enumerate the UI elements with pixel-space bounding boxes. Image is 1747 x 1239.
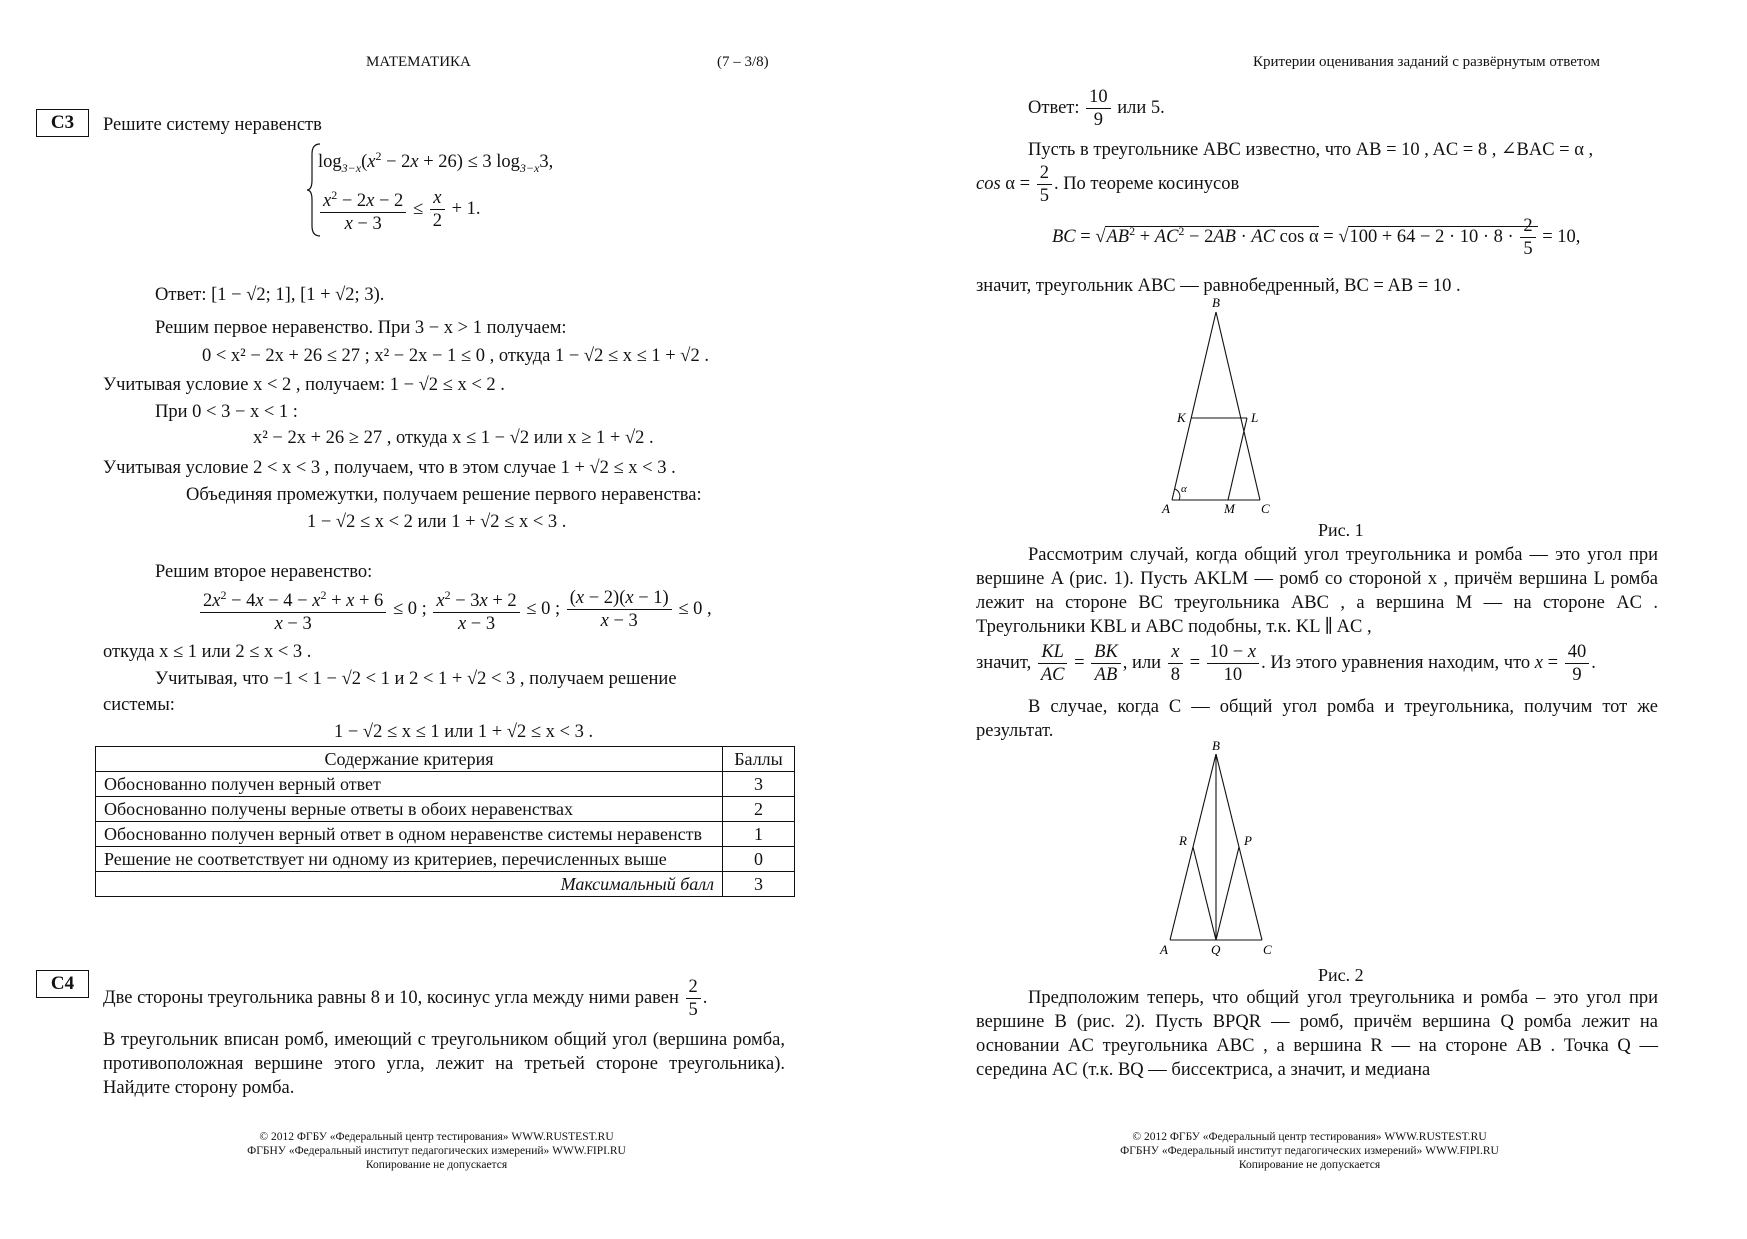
table-cell-points: 2 xyxy=(723,797,795,822)
table-row xyxy=(96,797,795,822)
solution-line-4: При 0 < 3 − x < 1 : xyxy=(155,402,298,422)
fig1-side-ab xyxy=(1172,312,1216,500)
footer-line-3: Копирование не допускается xyxy=(1238,1159,1381,1171)
answer-c3 xyxy=(155,283,384,307)
similarity-equation: значит, $\frac{KL}{AC}$ = $\frac{BK}{AB}$ , или $\frac{x}{8}$ = $\frac{10 - x}{10}$ . Из этого уравнения находим, что x = $\frac{40}{9}$ . xyxy=(976,642,1596,685)
answer-label: Ответ: xyxy=(1028,97,1080,118)
figure-2-triangle xyxy=(1155,740,1285,962)
task-label-c4: С4 xyxy=(36,970,89,998)
solution-line-9: Решим второе неравенство: xyxy=(155,562,373,582)
cosine-theorem-text: . По теореме косинусов xyxy=(1053,173,1240,194)
paragraph-1: Пусть в треугольнике ABC известно, что AB = 10 , AC = 8 , ∠BAC = α , xyxy=(1028,140,1594,160)
table-cell-criteria: Обоснованно получен верный ответ xyxy=(96,772,723,797)
solution-line-7: Объединяя промежутки, получаем решение первого неравенства: xyxy=(186,485,702,505)
page-header-subject: МАТЕМАТИКА xyxy=(366,54,471,70)
table-row xyxy=(96,822,795,847)
footer-line-3: Копирование не допускается xyxy=(365,1159,508,1171)
figure-2-caption: Рис. 2 xyxy=(1318,965,1364,985)
table-row xyxy=(96,772,795,797)
right-page xyxy=(873,0,1746,1239)
left-page xyxy=(0,0,873,1239)
solution-line-8: 1 − √2 ≤ x < 2 или 1 + √2 ≤ x < 3 . xyxy=(307,512,567,532)
table-cell-criteria: Обоснованно получен верный ответ в одном неравенстве системы неравенств xyxy=(96,822,723,847)
answer-tail: или 5. xyxy=(1117,97,1165,118)
fig1-label-a: A xyxy=(1162,501,1170,516)
table-cell-points: 3 xyxy=(723,772,795,797)
table-cell-criteria: Обоснованно получены верные ответы в обоих неравенствах xyxy=(96,797,723,822)
paragraph-4: Рассмотрим случай, когда общий угол треугольника и ромба — это угол при вершине A (рис. 1). Пусть AKLM — ромб со стороной x , причём вершина L ромба лежит на стороне BC треугольника ABC , а вершина M — на стороне AC . Треугольники KBL и ABC подобны, т.к. KL ∥ AC , xyxy=(976,545,1658,637)
fig2-segment-rq xyxy=(1193,847,1216,940)
solution-line-13: 1 − √2 ≤ x ≤ 1 или 1 + √2 ≤ x < 3 . xyxy=(334,722,594,742)
paragraph-3: значит, треугольник ABC — равнобедренный, BC = AB = 10 . xyxy=(976,276,1461,296)
eq-text-end: . Из этого уравнения находим, что xyxy=(1261,652,1531,673)
task-c4-paragraph: В треугольник вписан ромб, имеющий с треугольником общий угол (вершина ромба, противоположная вершине этого угла, лежит на третьей стороне треугольника). Найдите сторону ромба. xyxy=(103,1030,785,1098)
solution-line-10: откуда x ≤ 1 или 2 ≤ x < 3 . xyxy=(103,642,312,662)
table-header-criteria: Содержание критерия xyxy=(96,747,723,772)
criteria-table xyxy=(95,746,795,897)
fig2-label-r: R xyxy=(1179,833,1187,848)
fig1-angle-arc xyxy=(1175,489,1180,500)
task-c3-statement: Решите систему неравенств xyxy=(103,115,322,135)
fig2-label-q: Q xyxy=(1211,942,1221,957)
solution-line-5: x² − 2x + 26 ≥ 27 , откуда x ≤ 1 − √2 или x ≥ 1 + √2 . xyxy=(253,428,654,448)
cosine-given: cos α = $\frac{2}{5}$ . По теореме косинусов xyxy=(976,163,1240,206)
fig2-label-a: A xyxy=(1160,942,1168,957)
eq-text-mid: , или xyxy=(1122,652,1162,673)
footer-line-1: © 2012 ФГБУ «Федеральный центр тестирования» WWW.RUSTEST.RU xyxy=(1132,1131,1487,1143)
inequality-2: $\frac{x^2 - 2x - 2}{x - 3}$ ≤ $\frac{x}{2}$ + 1. xyxy=(318,184,481,235)
table-header-row xyxy=(96,747,795,772)
answer-denominator: 9 xyxy=(1093,110,1104,130)
answer-numerator: 10 xyxy=(1086,86,1111,109)
table-cell-points: 1 xyxy=(723,822,795,847)
system-formula xyxy=(306,140,606,240)
figure-1-triangle xyxy=(1155,296,1285,516)
cos-numerator: 2 xyxy=(686,976,701,999)
task-c4-text: Две стороны треугольника равны 8 и 10, косинус угла между ними равен xyxy=(103,987,679,1008)
table-max-label: Максимальный балл xyxy=(96,872,723,897)
second-inequality-steps: $\frac{2x^2 - 4x - 4 - x^2 + x + 6}{x - 3}$ ≤ 0 ; $\frac{x^2 - 3x + 2}{x - 3}$ ≤ 0 ; $\frac{(x - 2)(x - 1)}{x - 3}$ ≤ 0 , xyxy=(198,584,712,635)
table-cell-points: 0 xyxy=(723,847,795,872)
footer-line-1: © 2012 ФГБУ «Федеральный центр тестирования» WWW.RUSTEST.RU xyxy=(259,1131,614,1143)
table-max-points: 3 xyxy=(723,872,795,897)
footer-line-2: ФГБНУ «Федеральный институт педагогических измерений» WWW.FIPI.RU xyxy=(1120,1145,1499,1157)
cos-denominator: 5 xyxy=(688,1000,698,1020)
fig1-segment-lm xyxy=(1228,418,1247,500)
fig1-label-k: K xyxy=(1177,410,1186,425)
fig1-label-l: L xyxy=(1251,410,1259,425)
table-header-points: Баллы xyxy=(723,747,795,772)
answer-label: Ответ: xyxy=(155,285,207,305)
solution-line-3: Учитывая условие x < 2 , получаем: 1 − √2 ≤ x < 2 . xyxy=(103,375,505,395)
answer-value: [1 − √2; 1], [1 + √2; 3). xyxy=(211,285,385,305)
page-header-criteria: Критерии оценивания заданий с развёрнутым ответом xyxy=(1253,54,1600,70)
figure-1-caption: Рис. 1 xyxy=(1318,520,1364,540)
solution-line-11: Учитывая, что −1 < 1 − √2 < 1 и 2 < 1 + √2 < 3 , получаем решение xyxy=(155,669,677,689)
answer-c4 xyxy=(1028,86,1165,131)
paragraph-6: В случае, когда C — общий угол ромба и треугольника, получим тот же результат. xyxy=(976,697,1658,741)
solution-line-1: Решим первое неравенство. При 3 − x > 1 получаем: xyxy=(155,318,567,338)
solution-line-6: Учитывая условие 2 < x < 3 , получаем, что в этом случае 1 + √2 ≤ x < 3 . xyxy=(103,458,676,478)
table-row xyxy=(96,847,795,872)
fig2-label-p: P xyxy=(1244,833,1252,848)
page-header-number: (7 – 3/8) xyxy=(717,54,769,70)
footer-right xyxy=(873,1130,1746,1172)
fig1-label-b: B xyxy=(1212,296,1220,310)
solution-line-12: системы: xyxy=(103,695,175,715)
eq-text-start: значит, xyxy=(976,652,1032,673)
fig2-label-b: B xyxy=(1212,740,1220,753)
fig1-side-bc xyxy=(1216,312,1260,500)
fig1-label-alpha: α xyxy=(1181,483,1187,495)
inequality-1: $\log_{3-x}(x^2 - 2x + 26) \le 3$ $\log_{3-x}3$, xyxy=(318,149,554,175)
table-max-row xyxy=(96,872,795,897)
task-c4-line1: Две стороны треугольника равны 8 и 10, косинус угла между ними равен $\frac{2}{5}$ . xyxy=(103,977,708,1020)
footer-left xyxy=(0,1130,873,1172)
table-cell-criteria: Решение не соответствует ни одному из критериев, перечисленных выше xyxy=(96,847,723,872)
solution-line-2: 0 < x² − 2x + 26 ≤ 27 ; x² − 2x − 1 ≤ 0 , откуда 1 − √2 ≤ x ≤ 1 + √2 . xyxy=(202,346,709,366)
fig1-label-m: M xyxy=(1224,501,1235,516)
fig2-label-c: C xyxy=(1263,942,1272,957)
task-label-c3: С3 xyxy=(36,109,89,137)
footer-line-2: ФГБНУ «Федеральный институт педагогических измерений» WWW.FIPI.RU xyxy=(247,1145,626,1157)
fig1-label-c: C xyxy=(1261,501,1270,516)
cosine-law-formula: BC = $√AB^2 + AC^2 - 2AB$ · AC cos α = √100 + 64 − 2 · 10 · 8 · $\frac{2}{5}$ = 10, xyxy=(1052,216,1581,259)
paragraph-7: Предположим теперь, что общий угол треугольника и ромба – это угол при вершине B (рис. 2). Пусть BPQR — ромб, причём вершина Q ромба лежит на основании AC треугольника ABC , а вершина R — на стороне AB . Точка Q — середина AC (т.к. BQ — биссектриса, а значит, и медиана xyxy=(976,988,1658,1080)
fig2-segment-pq xyxy=(1216,847,1239,940)
